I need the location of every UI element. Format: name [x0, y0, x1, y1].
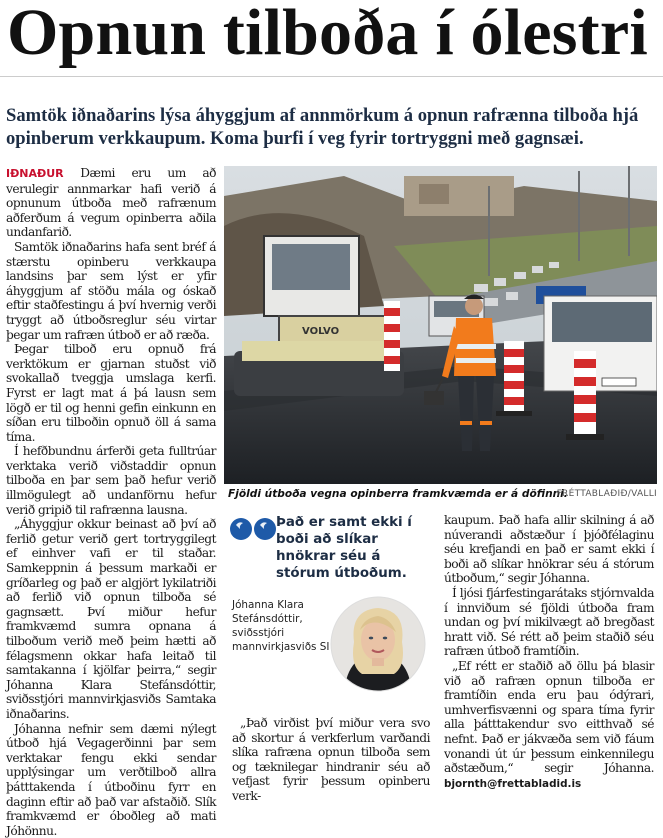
lead-paragraph [6, 166, 216, 240]
body-paragraph: Í ljósi fjárfestingarátaks stjórnvalda í innviðum sé fjöldi útboða fram undan og því mikilvægt að bregðast hratt við. Sé rétt að þeim staðið séu rafræn útboð framtíðin. [444, 585, 654, 659]
article-column-1 [6, 166, 216, 838]
body-paragraph: Samtök iðnaðarins hafa sent bréf á stærstu opinberu verkkaupa landsins þar sem lýst er yfir áhyggjum af stöðu mála og óskað eftir staðfestingu á því hvernig verði tryggt að útboðsreglur séu virtar þegar um rafræn útboð er að ræða. [6, 239, 216, 342]
standfirst: Samtök iðnaðarins lýsa áhyggjum af annmörkum á opnun rafrænna tilboða hjá opinberum verkkaupum. Koma þurfi í veg fyrir tortryggni með gagnsæi. [6, 105, 639, 149]
lead-text: Dæmi eru um að verulegir annmarkar hafi verið á opnunum útboða með rafrænum aðferðum á vegum opinberra aðila undanfarið. [6, 166, 216, 240]
body-paragraph: Í hefðbundnu árferði geta fulltrúar verktaka verið viðstaddir opnun tilboða en þar sem það hefur verið illmögulegt að undanförnu hefur verið gripið til rafrænna lausna. [6, 444, 216, 517]
quote-byline [232, 598, 337, 654]
byline-name: Jóhanna Klara Stefánsdóttir, [232, 599, 304, 625]
headline: Opnun tilboða í ólestri [7, 0, 648, 69]
photo-credit: FRÉTTABLAÐIÐ/VALLI [556, 489, 657, 499]
header-rule [0, 76, 663, 77]
caption-text: Fjöldi útboða vegna opinberra framkvæmda er á döfinni. [228, 488, 568, 500]
body-paragraph: Þegar tilboð eru opnuð frá verktökum er gjarnan stuðst við svokallað tveggja umslaga kerfi. Fyrst er lagt mat á þá lausn sem lögð er til og henni gefin einkunn en síðan eru tilboðin opnuð öll á sama tíma. [6, 342, 216, 444]
closing-quote: „Ef rétt er staðið að öllu þá blasir við að rafræn opnun tilboða er framtíðin enda eru þau ódýrari, umhverfisvænni og spara tíma fyrir alla þátttakendur svo eitthvað sé nefnt. Það er jákvæða sem við fáum vonandi út úr þessum einkennilegu aðstæðum,“ segir Jóhanna. [444, 658, 654, 776]
byline-role: sviðsstjóri mannvirkjasviðs SI [232, 627, 330, 653]
body-paragraph: „Það virðist því miður vera svo að skortur á verkferlum varðandi slíka rafræna opnun tilboða sem og tæknilegar hindranir séu að vefjast fyrir þessum opinberu verk- [232, 716, 430, 803]
article-column-2 [232, 716, 430, 804]
continuation-paragraph: kaupum. Það hafa allir skilning á að núverandi aðstæður í þjóðfélaginu séu krefjandi en það er samt ekki í boði að slíkar hnökrar séu á stórum útboðum,“ segir Jóhanna. [444, 513, 654, 586]
portrait-photo [330, 596, 426, 692]
article-column-3 [444, 513, 654, 791]
body-paragraph [444, 659, 654, 791]
pull-quote: Það er samt ekki í boði að slíkar hnökrar séu á stórum útboðum. [276, 515, 412, 581]
news-photo [224, 166, 657, 484]
svg-text:VOLVO: VOLVO [302, 326, 340, 337]
section-kicker: IÐNAÐUR [6, 167, 64, 180]
author-email[interactable]: bjornth@frettabladid.is [444, 777, 582, 790]
body-paragraph: Jóhanna nefnir sem dæmi nýlegt útboð hjá Vegagerðinni þar sem verktakar fengu ekki sendar upplýsingar um verðtilboð allra þátttakenda í útboðinu fyrr en daginn eftir að það var afstaðið. Slík framkvæmd er óboðleg að mati Jóhönnu. [6, 721, 216, 838]
body-paragraph: „Áhyggjur okkur beinast að því að ferlið getur verið gert tortryggilegt ef einhver vafi er til staðar. Samkeppnin á þessum markaði er gríðarleg og það er algjört lykilatriði að ferlið við opnun tilboða sé gagnsætt. Því miður hefur framkvæmd sumra opnana á tilboðum verið með þeim hætti að félagsmenn okkar hafa leitað til samtakanna í kjölfar þeirra,“ segir Jóhanna Klara Stefánsdóttir, sviðsstjóri mannvirkjasviðs Samtaka iðnaðarins. [6, 517, 216, 721]
photo-caption [224, 486, 657, 502]
quote-marks-icon [230, 517, 278, 543]
